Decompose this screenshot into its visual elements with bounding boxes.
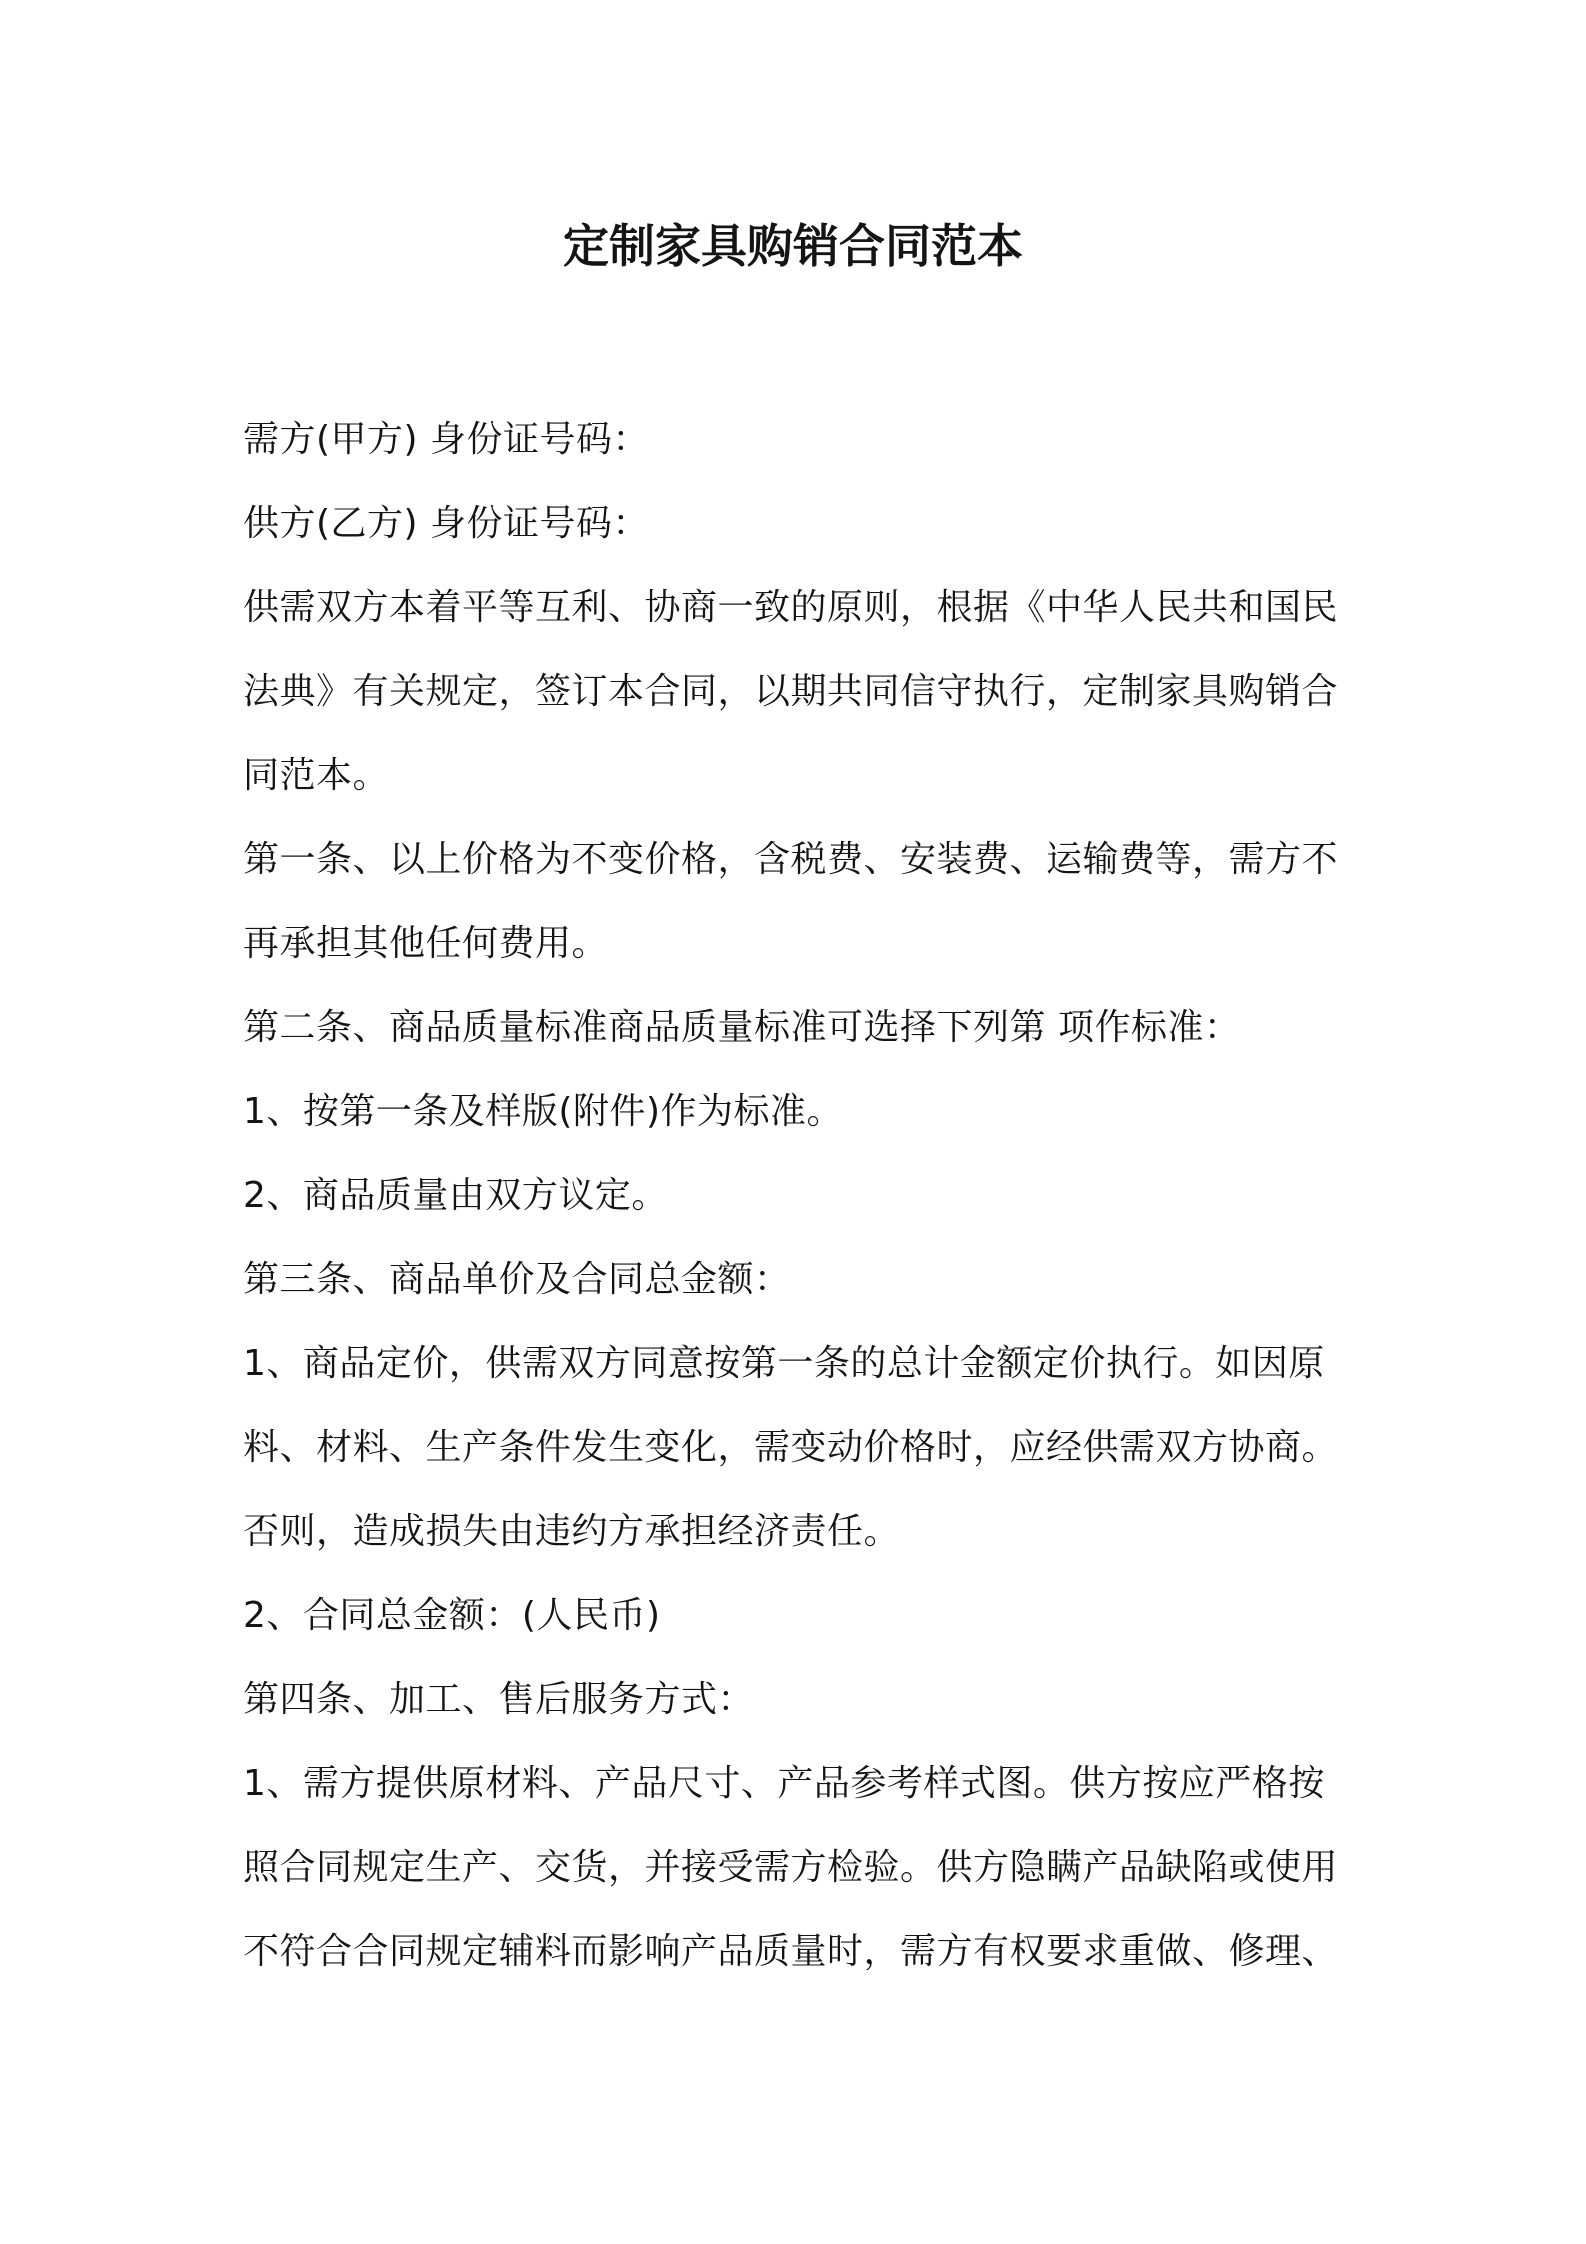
line-article-3: 第三条、商品单价及合同总金额： xyxy=(243,1259,791,1300)
document-body xyxy=(243,398,1353,1994)
line-article-2-item-1: 1、按第一条及样版(附件)作为标准。 xyxy=(243,1091,843,1132)
line-article-3-item-1-a: 1、商品定价，供需双方同意按第一条的总计金额定价执行。如因原 xyxy=(243,1343,1325,1384)
document-title: 定制家具购销合同范本 xyxy=(563,219,1023,273)
line-preamble-1: 供需双方本着平等互利、协商一致的原则，根据《中华人民共和国民 xyxy=(243,587,1339,628)
line-buyer-id: 需方(甲方) 身份证号码： xyxy=(243,419,650,460)
line-article-3-item-1-c: 否则，造成损失由违约方承担经济责任。 xyxy=(243,1511,901,1552)
line-article-1-a: 第一条、以上价格为不变价格，含税费、安装费、运输费等，需方不 xyxy=(243,839,1339,880)
line-preamble-3: 同范本。 xyxy=(243,755,390,796)
line-article-3-item-2: 2、合同总金额：(人民币) xyxy=(243,1595,661,1636)
line-seller-id: 供方(乙方) 身份证号码： xyxy=(243,503,650,544)
line-article-4-item-1-b: 照合同规定生产、交货，并接受需方检验。供方隐瞒产品缺陷或使用 xyxy=(243,1847,1339,1888)
line-article-4: 第四条、加工、售后服务方式： xyxy=(243,1679,755,1720)
line-article-4-item-1-a: 1、需方提供原材料、产品尺寸、产品参考样式图。供方按应严格按 xyxy=(243,1763,1325,1804)
line-article-2: 第二条、商品质量标准商品质量标准可选择下列第 项作标准： xyxy=(243,1007,1241,1048)
line-article-3-item-1-b: 料、材料、生产条件发生变化，需变动价格时，应经供需双方协商。 xyxy=(243,1427,1339,1468)
line-article-1-b: 再承担其他任何费用。 xyxy=(243,923,609,964)
line-preamble-2: 法典》有关规定，签订本合同，以期共同信守执行，定制家具购销合 xyxy=(243,671,1339,712)
line-article-2-item-2: 2、商品质量由双方议定。 xyxy=(243,1175,668,1216)
line-article-4-item-1-c: 不符合合同规定辅料而影响产品质量时，需方有权要求重做、修理、 xyxy=(243,1931,1339,1972)
